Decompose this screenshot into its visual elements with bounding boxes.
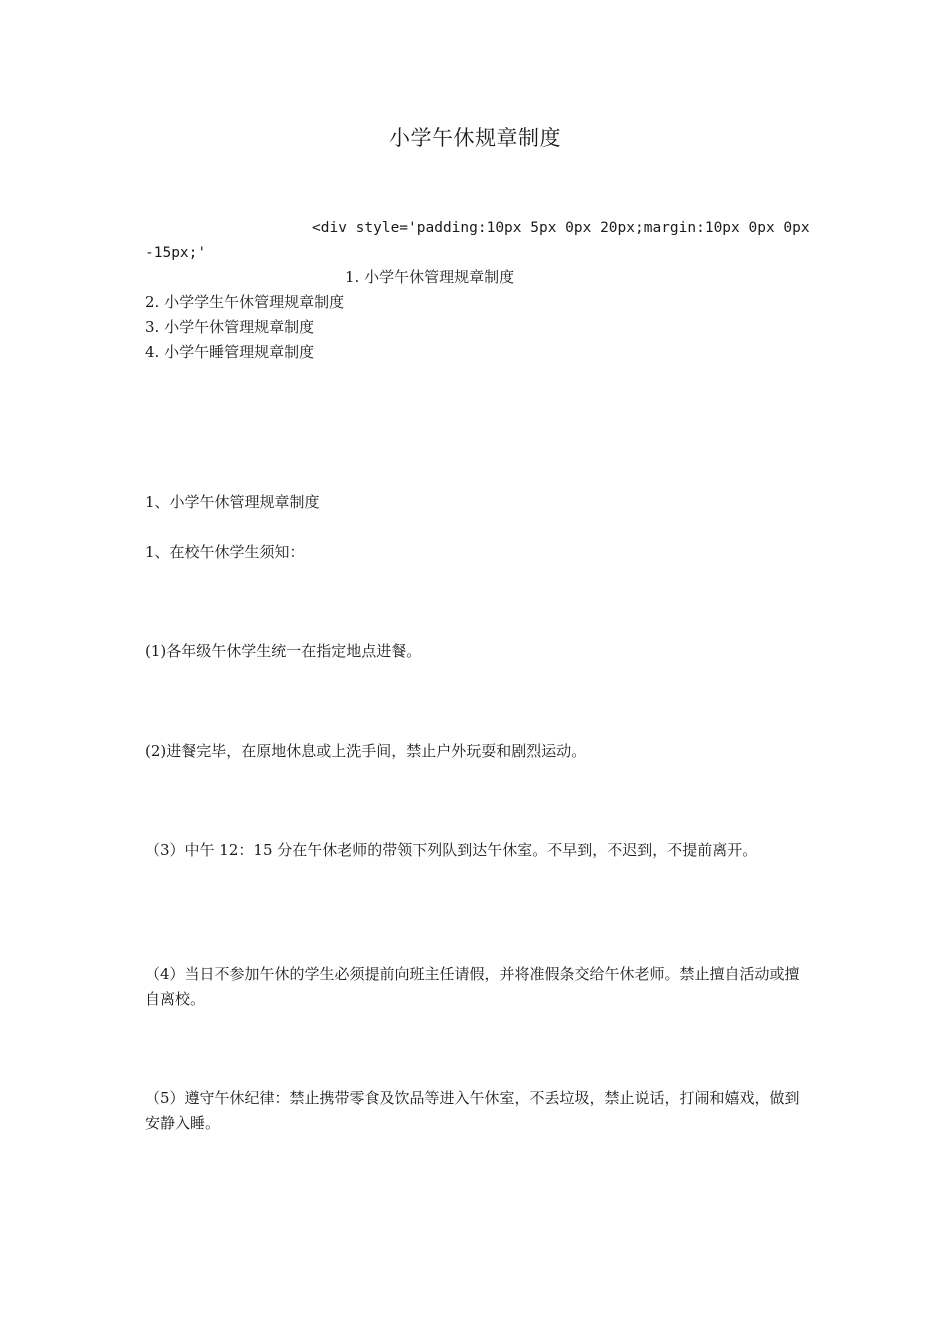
section-heading: 1、小学午休管理规章制度 (145, 493, 320, 511)
rule-item-5: （5）遵守午休纪律：禁止携带零食及饮品等进入午休室，不丢垃圾，禁止说话，打闹和嬉戏，做到安静入睡。 (145, 1089, 800, 1132)
toc-item-3[interactable]: 3. 小学午休管理规章制度 (145, 318, 315, 336)
toc-item-1[interactable]: 1. 小学午休管理规章制度 (345, 268, 515, 286)
subsection-heading: 1、在校午休学生须知： (145, 543, 305, 561)
rule-item-1: (1)各年级午休学生统一在指定地点进餐。 (145, 642, 422, 660)
code-snippet-line-2: -15px;' (145, 245, 207, 261)
toc-item-4[interactable]: 4. 小学午睡管理规章制度 (145, 343, 315, 361)
document-title: 小学午休规章制度 (389, 126, 561, 150)
rule-item-4: （4）当日不参加午休的学生必须提前向班主任请假，并将准假条交给午休老师。禁止擅自活动或擅自离校。 (145, 965, 800, 1008)
rule-item-2: (2)进餐完毕，在原地休息或上洗手间，禁止户外玩耍和剧烈运动。 (145, 742, 587, 760)
code-snippet-line-1: <div style='padding:10px 5px 0px 20px;margin:10px 0px 0px (312, 220, 810, 236)
rule-item-3: （3）中午 12：15 分在午休老师的带领下列队到达午休室。不早到，不迟到，不提前离开。 (145, 841, 758, 859)
toc-item-2[interactable]: 2. 小学学生午休管理规章制度 (145, 293, 345, 311)
